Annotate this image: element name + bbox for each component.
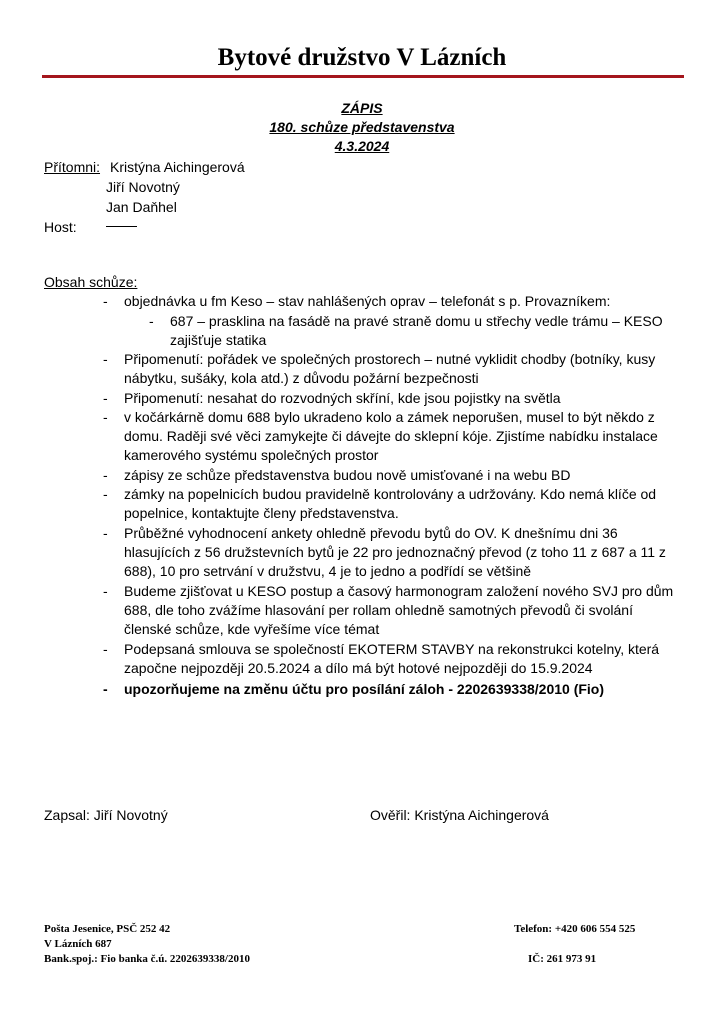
agenda-item: - Průběžné vyhodnocení ankety ohledně převodu bytů do OV. K dnešnímu dni 36 hlasujících z 56 družstevních bytů je 22 pro jednoznačný převod (z toho 11 z 687 a 11 z 688), 10 pro setrvání v družstvu, 4 je to jedno a podřídí se většině xyxy=(103,525,666,579)
agenda-item: - objednávka u fm Keso – stav nahlášených oprav – telefonát s p. Provazníkem: xyxy=(103,293,611,309)
agenda-item-account-change: - upozorňujeme na změnu účtu pro posílání záloh - 2202639338/2010 (Fio) xyxy=(103,681,605,697)
agenda-item: - Připomenutí: nesahat do rozvodných skříní, kde jsou pojistky na světla xyxy=(103,390,561,406)
meeting-date: 4.3.2024 xyxy=(334,138,390,154)
verified-by: Ověřil: Kristýna Aichingerová xyxy=(370,807,549,823)
agenda-item: - v kočárkárně domu 688 bylo ukradeno kolo a zámek neporušen, musel to být někdo z domu. Raději své věci zamykejte či dávejte do sklepní kóje. Zjistíme nabídku instalace kamerového systému společných prostor xyxy=(103,409,658,463)
agenda-item: - zápisy ze schůze představenstva budou nově umisťované i na webu BD xyxy=(103,467,571,483)
footer-address-line1: Pošta Jesenice, PSČ 252 42 xyxy=(44,923,171,935)
meeting-number: 180. schůze představenstva xyxy=(269,119,455,135)
footer-phone: Telefon: +420 606 554 525 xyxy=(514,923,636,935)
heading-rule xyxy=(42,75,684,78)
guest-none-line xyxy=(106,226,137,227)
agenda-item: - Podepsaná smlouva se společností EKOTERM STAVBY na rekonstrukci kotelny, která započne nejpozději 20.5.2024 a dílo má být hotové nejpozději do 15.9.2024 xyxy=(103,641,660,676)
organization-heading: Bytové družstvo V Lázních xyxy=(217,44,507,71)
document-title: ZÁPIS xyxy=(341,100,383,116)
agenda-item: - Připomenutí: pořádek ve společných prostorech – nutné vyklidit chodby (botníky, kusy nábytku, sušáky, kola atd.) z důvodu požární bezpečnosti xyxy=(103,351,656,386)
footer-ico: IČ: 261 973 91 xyxy=(528,953,597,965)
agenda-item: - zámky na popelnicích budou pravidelně kontrolovány a udržovány. Kdo nemá klíče od popelnice, kontaktujte členy představenstva. xyxy=(103,486,657,521)
agenda-subitem: - 687 – prasklina na fasádě na pravé straně domu u střechy vedle trámu – KESO zajišťuje statika xyxy=(149,313,663,348)
present-member: Kristýna Aichingerová xyxy=(110,159,245,175)
present-member: Jan Daňhel xyxy=(106,199,177,215)
recorded-by: Zapsal: Jiří Novotný xyxy=(44,807,168,823)
guest-label: Host: xyxy=(44,219,77,235)
agenda-label: Obsah schůze: xyxy=(44,274,138,290)
footer-address-line2: V Lázních 687 xyxy=(44,938,112,950)
present-label: Přítomni: xyxy=(44,159,101,175)
present-member: Jiří Novotný xyxy=(106,179,180,195)
footer-bank: Bank.spoj.: Fio banka č.ú. 2202639338/2010 xyxy=(44,953,250,965)
agenda-item: - Budeme zjišťovat u KESO postup a časový harmonogram založení nového SVJ pro dům 688, dle toho zvážíme hlasování per rollam ohledně samotných převodů či svolání členské schůze, kde vyřešíme více témat xyxy=(103,583,674,637)
